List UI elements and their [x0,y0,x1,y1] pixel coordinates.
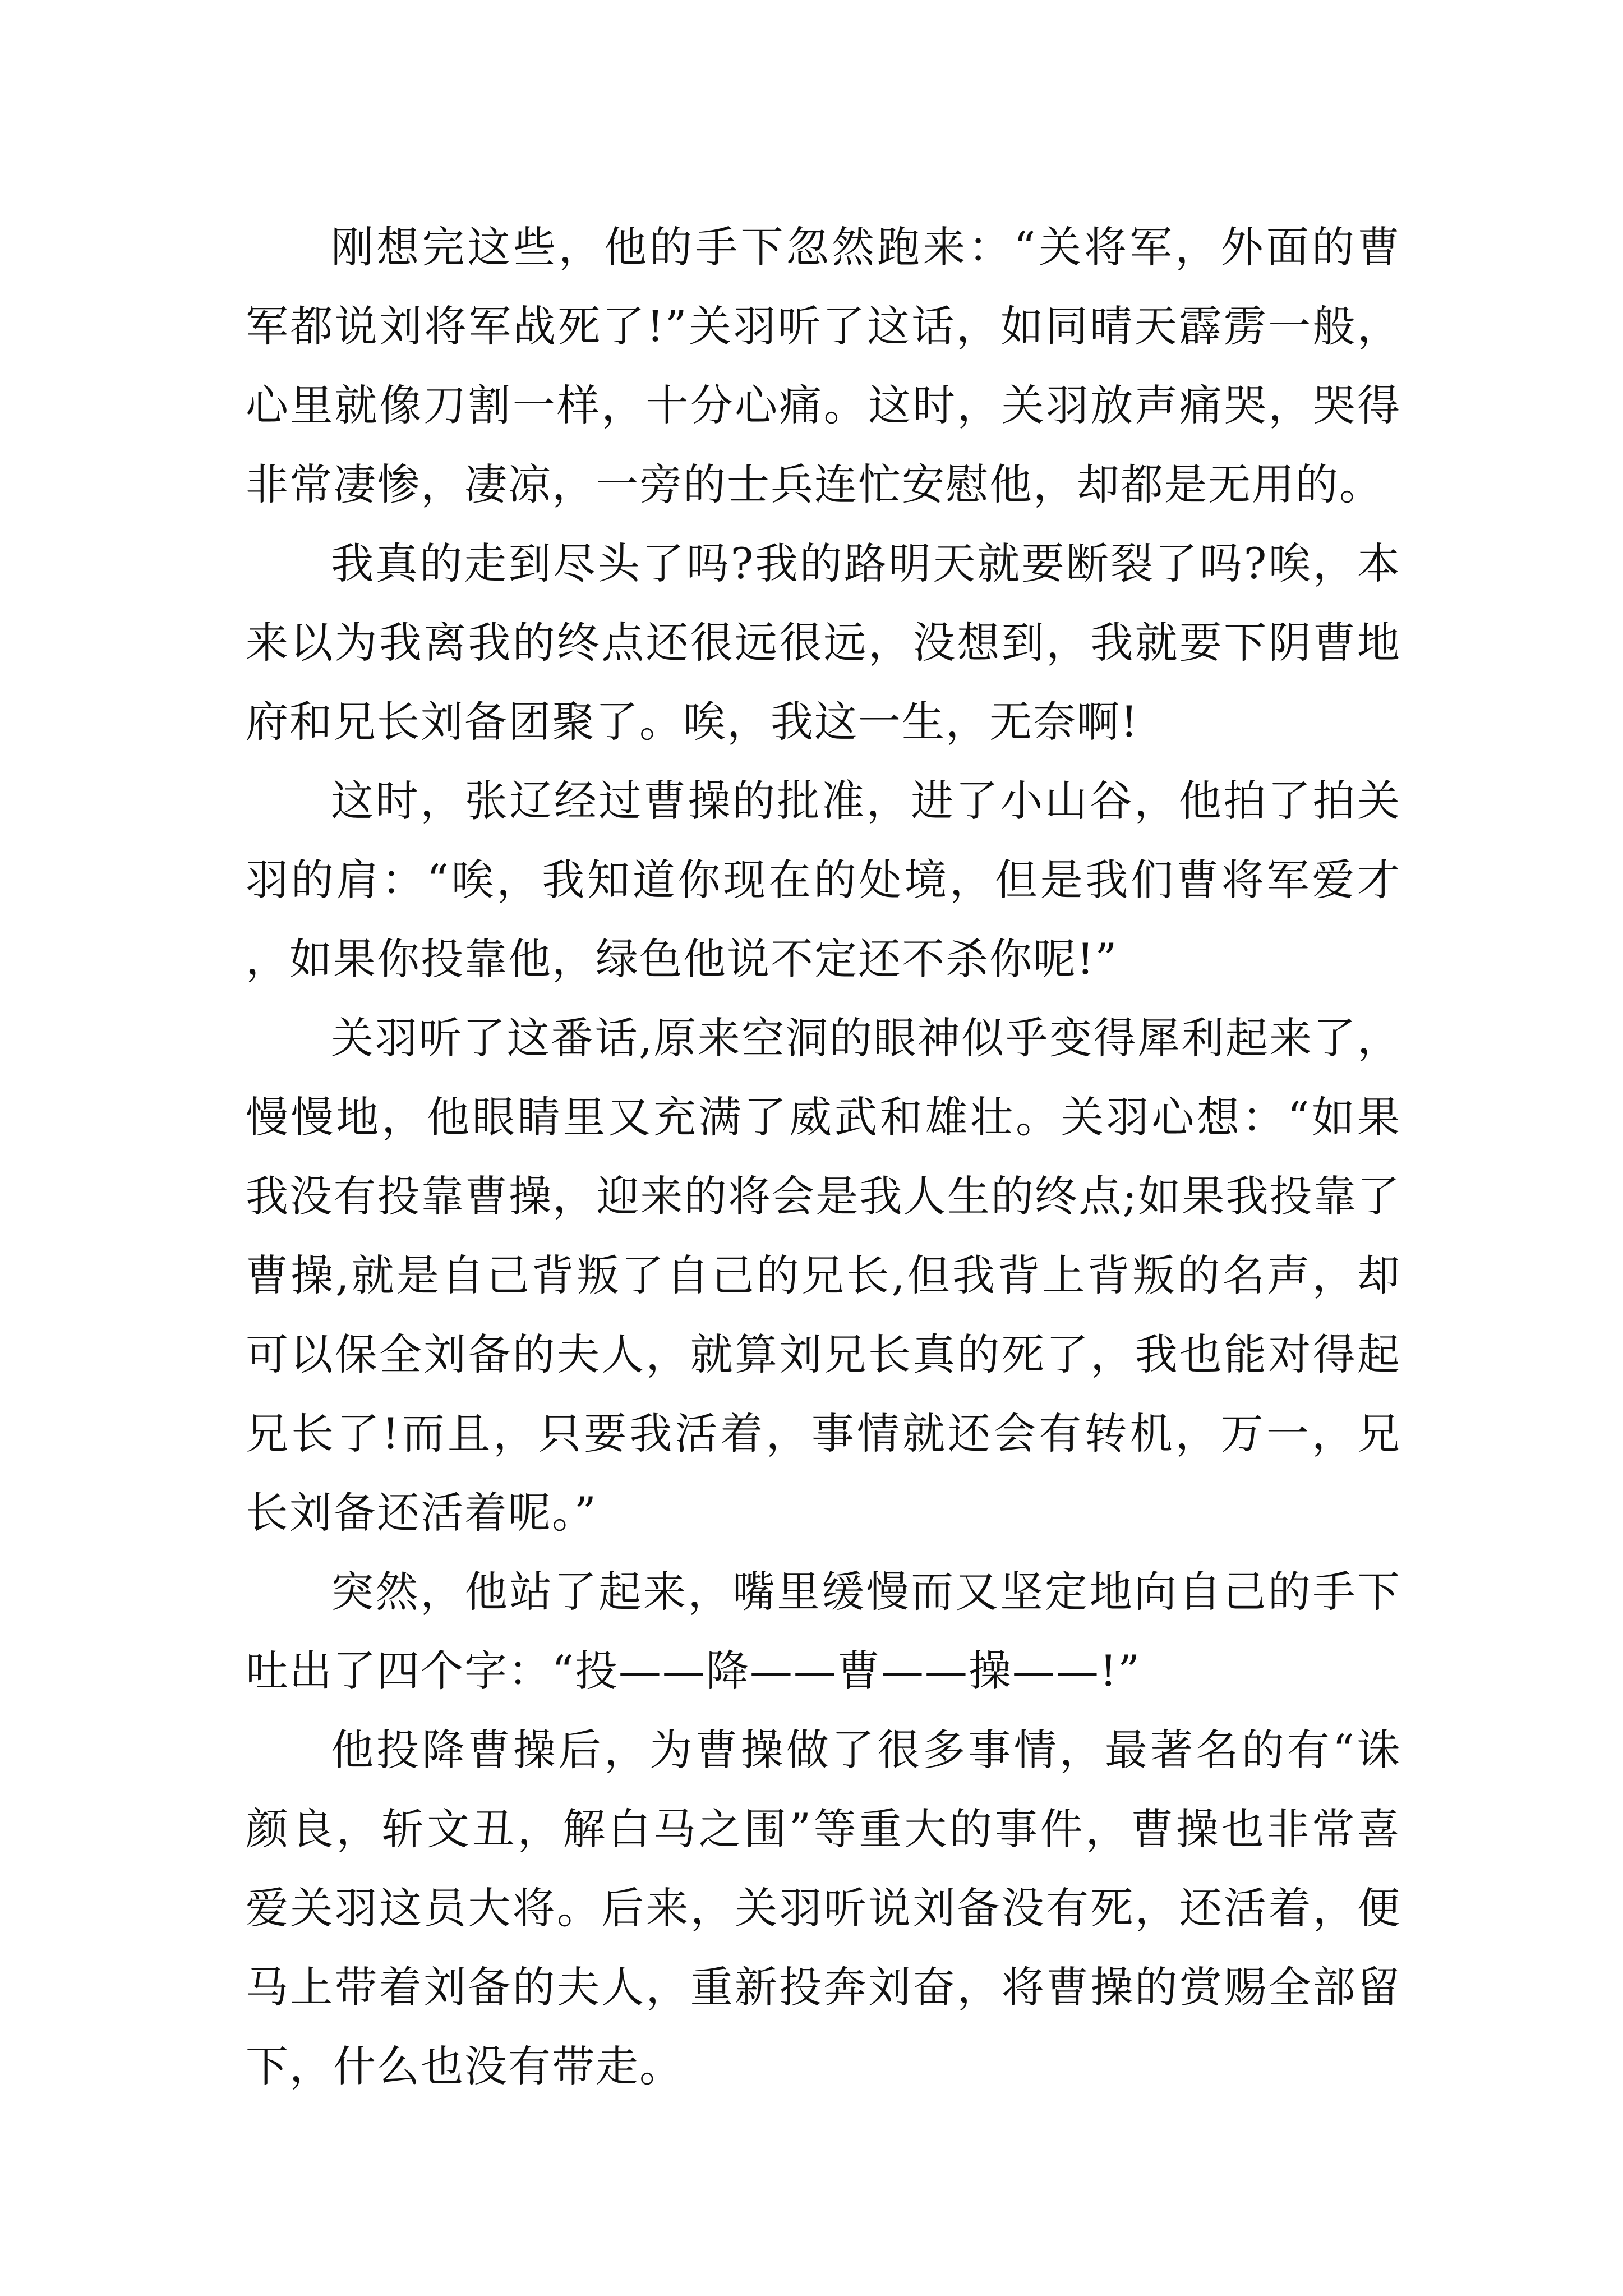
paragraph-3: 这时，张辽经过曹操的批准，进了小山谷，他拍了拍关羽的肩：“唉，我知道你现在的处境，但是我们曹将军爱才，如果你投靠他，绿色他说不定还不杀你呢!” [246,776,1401,984]
paragraph-1: 刚想完这些，他的手下忽然跑来：“关将军，外面的曹军都说刘将军战死了!”关羽听了这话，如同晴天霹雳一般，心里就像刀割一样，十分心痛。这时，关羽放声痛哭，哭得非常凄惨，凄凉，一旁的士兵连忙安慰他，却都是无用的。 [246,222,1401,509]
paragraph-5: 突然，他站了起来，嘴里缓慢而又坚定地向自己的手下吐出了四个字：“投——降——曹——操——!” [246,1567,1401,1696]
paragraph-2: 我真的走到尽头了吗?我的路明天就要断裂了吗?唉，本来以为我离我的终点还很远很远，没想到，我就要下阴曹地府和兄长刘备团聚了。唉，我这一生，无奈啊! [246,539,1401,747]
paragraph-4: 关羽听了这番话,原来空洞的眼神似乎变得犀利起来了，慢慢地，他眼睛里又充满了威武和雄壮。关羽心想：“如果我没有投靠曹操，迎来的将会是我人生的终点;如果我投靠了曹操,就是自己背叛了自己的兄长,但我背上背叛的名声，却可以保全刘备的夫人，就算刘兄长真的死了，我也能对得起兄长了!而且，只要我活着，事情就还会有转机，万一，兄长刘备还活着呢。” [246,1013,1401,1538]
paragraph-6: 他投降曹操后，为曹操做了很多事情，最著名的有“诛颜良，斩文丑，解白马之围”等重大的事件，曹操也非常喜爱关羽这员大将。后来，关羽听说刘备没有死，还活着，便马上带着刘备的夫人，重新投奔刘奋，将曹操的赏赐全部留下，什么也没有带走。 [246,1725,1401,2091]
article-body [246,208,1401,2106]
